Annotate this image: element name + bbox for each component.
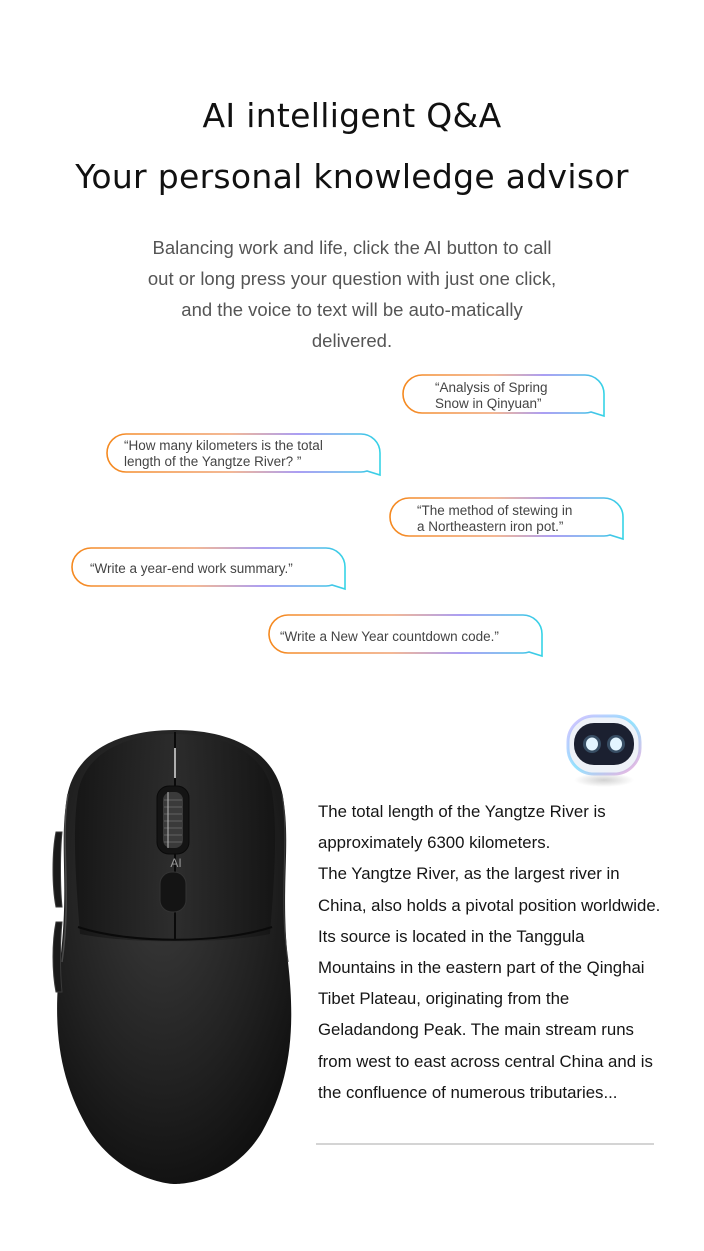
answer-line-2: The Yangtze River, as the largest river in China, also holds a pivotal position worldwide. Its source is located in the Tanggula Mountains in the eastern part of the Qinghai Tibet Plateau, originating from the Geladandong Peak. The main stream runs from west to east across central China and is the confluence of numerous tributaries... (318, 864, 661, 1102)
bubble-text: “How many kilometers is the total length of the Yangtze River? ” (124, 438, 323, 469)
intro-text: Balancing work and life, click the AI button to call out or long press your question with just one click, and the voice to text will be auto-matically delivered. (147, 237, 557, 351)
answer-text (318, 796, 663, 1108)
bubble-text: “Analysis of Spring Snow in Qinyuan” (435, 380, 548, 411)
ai-button-label: AI (170, 856, 182, 870)
question-bubble-yangtze[interactable] (105, 433, 381, 477)
bubble-text: “The method of stewing in a Northeastern iron pot.” (417, 503, 573, 534)
headline-subtitle: Your personal knowledge advisor (75, 157, 629, 196)
question-bubble-countdown[interactable] (267, 614, 543, 658)
question-bubble-spring-snow[interactable] (401, 374, 605, 418)
bubble-text: “Write a New Year countdown code.” (280, 629, 499, 644)
bubble-text: “Write a year-end work summary.” (90, 561, 293, 576)
answer-line-1: The total length of the Yangtze River is approximately 6300 kilometers. (318, 802, 606, 853)
robot-face-icon (562, 710, 648, 795)
question-bubble-iron-pot[interactable] (388, 497, 624, 541)
answer-divider (316, 1143, 654, 1145)
headline-title: AI intelligent Q&A (202, 96, 502, 135)
question-bubble-summary[interactable] (70, 547, 346, 591)
mouse-illustration (50, 722, 300, 1197)
